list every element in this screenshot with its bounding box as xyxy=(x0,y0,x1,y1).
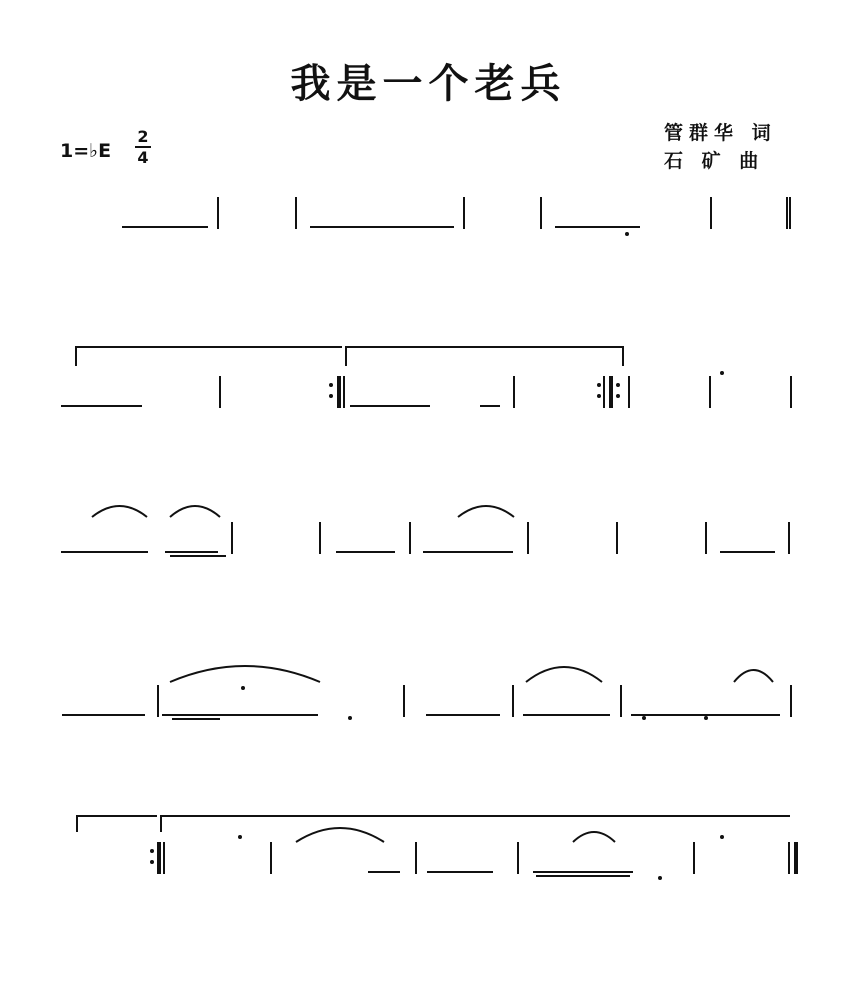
slur-arc xyxy=(458,506,514,517)
time-top: 2 xyxy=(137,127,149,146)
slur-arc xyxy=(526,667,602,682)
slur-arc xyxy=(170,666,320,682)
time-bottom: 4 xyxy=(137,148,149,167)
slur-arc xyxy=(734,670,773,682)
composer-credit: 石 矿 曲 xyxy=(664,150,765,172)
slur-arc xyxy=(573,832,615,842)
slur-arc xyxy=(170,506,220,517)
key-text: 1=♭E xyxy=(60,140,112,162)
song-title: 我是一个老兵 xyxy=(290,61,567,107)
slur-arc xyxy=(296,828,384,842)
lyricist-credit: 管群华 词 xyxy=(664,122,777,144)
slur-arc xyxy=(92,506,147,517)
